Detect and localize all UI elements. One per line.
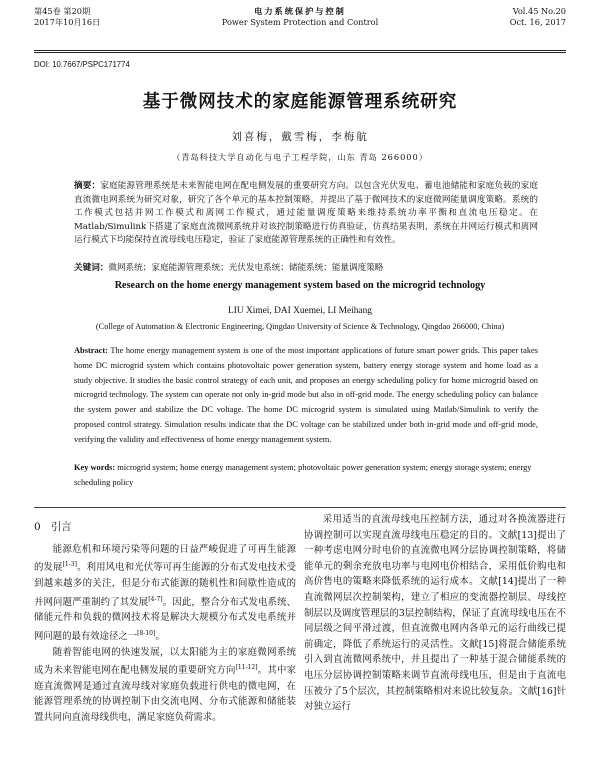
citation: [8-10] xyxy=(137,629,156,637)
keywords-cn-text: 微网系统；家庭能源管理系统；光伏发电系统；储能系统；能量调度策略 xyxy=(108,263,384,273)
header-right xyxy=(510,6,566,28)
paragraph: 随着智能电网的快速发展，以太阳能为主的家庭微网系统成为未来智能电网在配电侧发展的重要研究方向[11-12]。其中家庭直流微网是通过直流母线对家庭负载进行供电的微电网，在能源管理系统的协调控制下由交流电网、分布式能源和储能装置共同向直流母线供电，满足家庭负荷需求。 xyxy=(34,646,296,724)
journal-name-en: Power System Protection and Control xyxy=(221,17,379,27)
volume-cn: 第45卷 第20期 xyxy=(34,6,91,16)
citation: [1-3] xyxy=(62,561,77,569)
keywords-en xyxy=(74,461,538,491)
keywords-en-text: microgrid system; home energy management system; photovoltaic power generation system; energy storage system; energy scheduling policy xyxy=(74,463,532,487)
doi: DOI: 10.7667/PSPC171774 xyxy=(34,60,130,69)
section-title: 引言 xyxy=(50,521,72,533)
paragraph: 采用适当的直流母线电压控制方法，通过对各换流器进行协调控制可以实现直流母线电压稳定的目的。文献[13]提出了一种考虑电网分时电价的直流微电网分层协调控制策略，将储能单元的剩余充放电功率与电网电价相结合，采用低价购电和高价售电的策略来降低系统的运行成本。文献[14]提出了一种直流微网层次控制架构，建立了相应的变流器控制层、母线控制层以及调度管理层的3层控制结构，保证了直流母线电压在不同层级之间平滑过渡，但直流微电网内各单元的运行曲线已提前确定，降低了系统运行的灵活性。文献[15]将混合储能系统引入到直流微网系统中，并且提出了一种基于混合储能系统的电压分层协调控制策略来调节直流母线电压，但是由于直流电压被分了5个层次，其控制策略相对来说比较复杂。文献[16]针对独立运行 xyxy=(304,514,566,713)
body-column-right xyxy=(304,512,566,715)
abstract-cn xyxy=(74,180,538,248)
affiliation-en: (College of Automation & Electronic Engineering, Qingdao University of Science & Technology, Qingdao 266000, China) xyxy=(95,322,505,331)
body-column-left xyxy=(34,512,296,726)
running-header xyxy=(34,6,566,46)
abstract-cn-text: 家庭能源管理系统是未来智能电网在配电侧发展的重要研究方向。以包含光伏发电、蓄电池储能和家庭负载的家庭直流微电网系统为研究对象，研究了各个单元的基本控制策略，并提出了基于微网技术的家庭微网能量调度策略。系统的工作模式包括并网工作模式和离网工作模式，通过能量调度策略来维持系统功率平衡和直流电压稳定。在Matlab/Simulink下搭建了家庭直流微网系统并对该控制策略进行仿真验证，仿真结果表明，系统在并网运行模式和离网运行模式下均能保持直流母线电压稳定，验证了家庭能源管理系统的正确性和有效性。 xyxy=(74,181,538,246)
header-rule xyxy=(34,50,566,51)
keywords-cn-label: 关键词： xyxy=(74,263,109,273)
section-heading xyxy=(34,520,296,536)
title-en: Research on the home energy management system based on the microgrid technology xyxy=(114,280,486,291)
section-number: 0 xyxy=(34,521,41,533)
section-rule xyxy=(34,507,566,508)
title-cn: 基于微网技术的家庭能源管理系统研究 xyxy=(142,92,458,112)
abstract-cn-label: 摘要： xyxy=(74,181,101,191)
citation: [4-7] xyxy=(148,595,163,603)
affiliation-cn: （青岛科技大学自动化与电子工程学院，山东 青岛 266000） xyxy=(172,152,428,162)
paragraph: 能源危机和环境污染等问题的日益严峻促进了可再生能源的发展[1-3]。利用风电和光伏等可再生能源的分布式发电技术受到越来越多的关注，但是分布式能源的随机性和间歇性造成的并网问题严重制约了其发展[4-7]。因此，整合分布式发电系统、储能元件和负载的微网技术将是解决大规模分布式发电系统并网问题的最有效途径之一[8-10]。 xyxy=(34,543,296,642)
journal-name-cn: 电力系统保护与控制 xyxy=(254,6,346,16)
authors-cn: 刘喜梅，戴雪梅，李梅航 xyxy=(231,131,369,143)
abstract-en-label: Abstract: xyxy=(74,346,108,355)
keywords-cn xyxy=(74,262,538,275)
volume-en: Vol.45 No.20 xyxy=(512,6,566,16)
citation: [11-12] xyxy=(235,664,258,672)
abstract-en-text: The home energy management system is one of the most important applications of future smart power grids. This paper takes home DC microgrid system which contains photovoltaic power generation system, battery energy storage system and home load as a study objective. It studies the basic control strategy of each unit, and proposes an energy scheduling policy for home microgrid based on microgrid technology. The system can operate not only in-grid mode but also in off-grid mode. The energy scheduling policy can balance the system power and stabilize the DC voltage. The home DC microgrid system is simulated using Matlab/Simulink to verify the proposed control strategy. Simulation results indicate that the DC voltage can be stabilized under both in-grid mode and off-grid mode, verifying the validity and effectiveness of home energy management system. xyxy=(74,346,538,444)
date-en: Oct. 16, 2017 xyxy=(509,17,566,27)
date-cn: 2017年10月16日 xyxy=(34,17,101,27)
header-center xyxy=(34,6,566,28)
header-rule-double xyxy=(34,52,566,53)
abstract-en xyxy=(74,344,538,448)
keywords-en-label: Key words: xyxy=(74,463,116,472)
authors-en: LIU Ximei, DAI Xuemei, LI Meihang xyxy=(228,306,372,316)
